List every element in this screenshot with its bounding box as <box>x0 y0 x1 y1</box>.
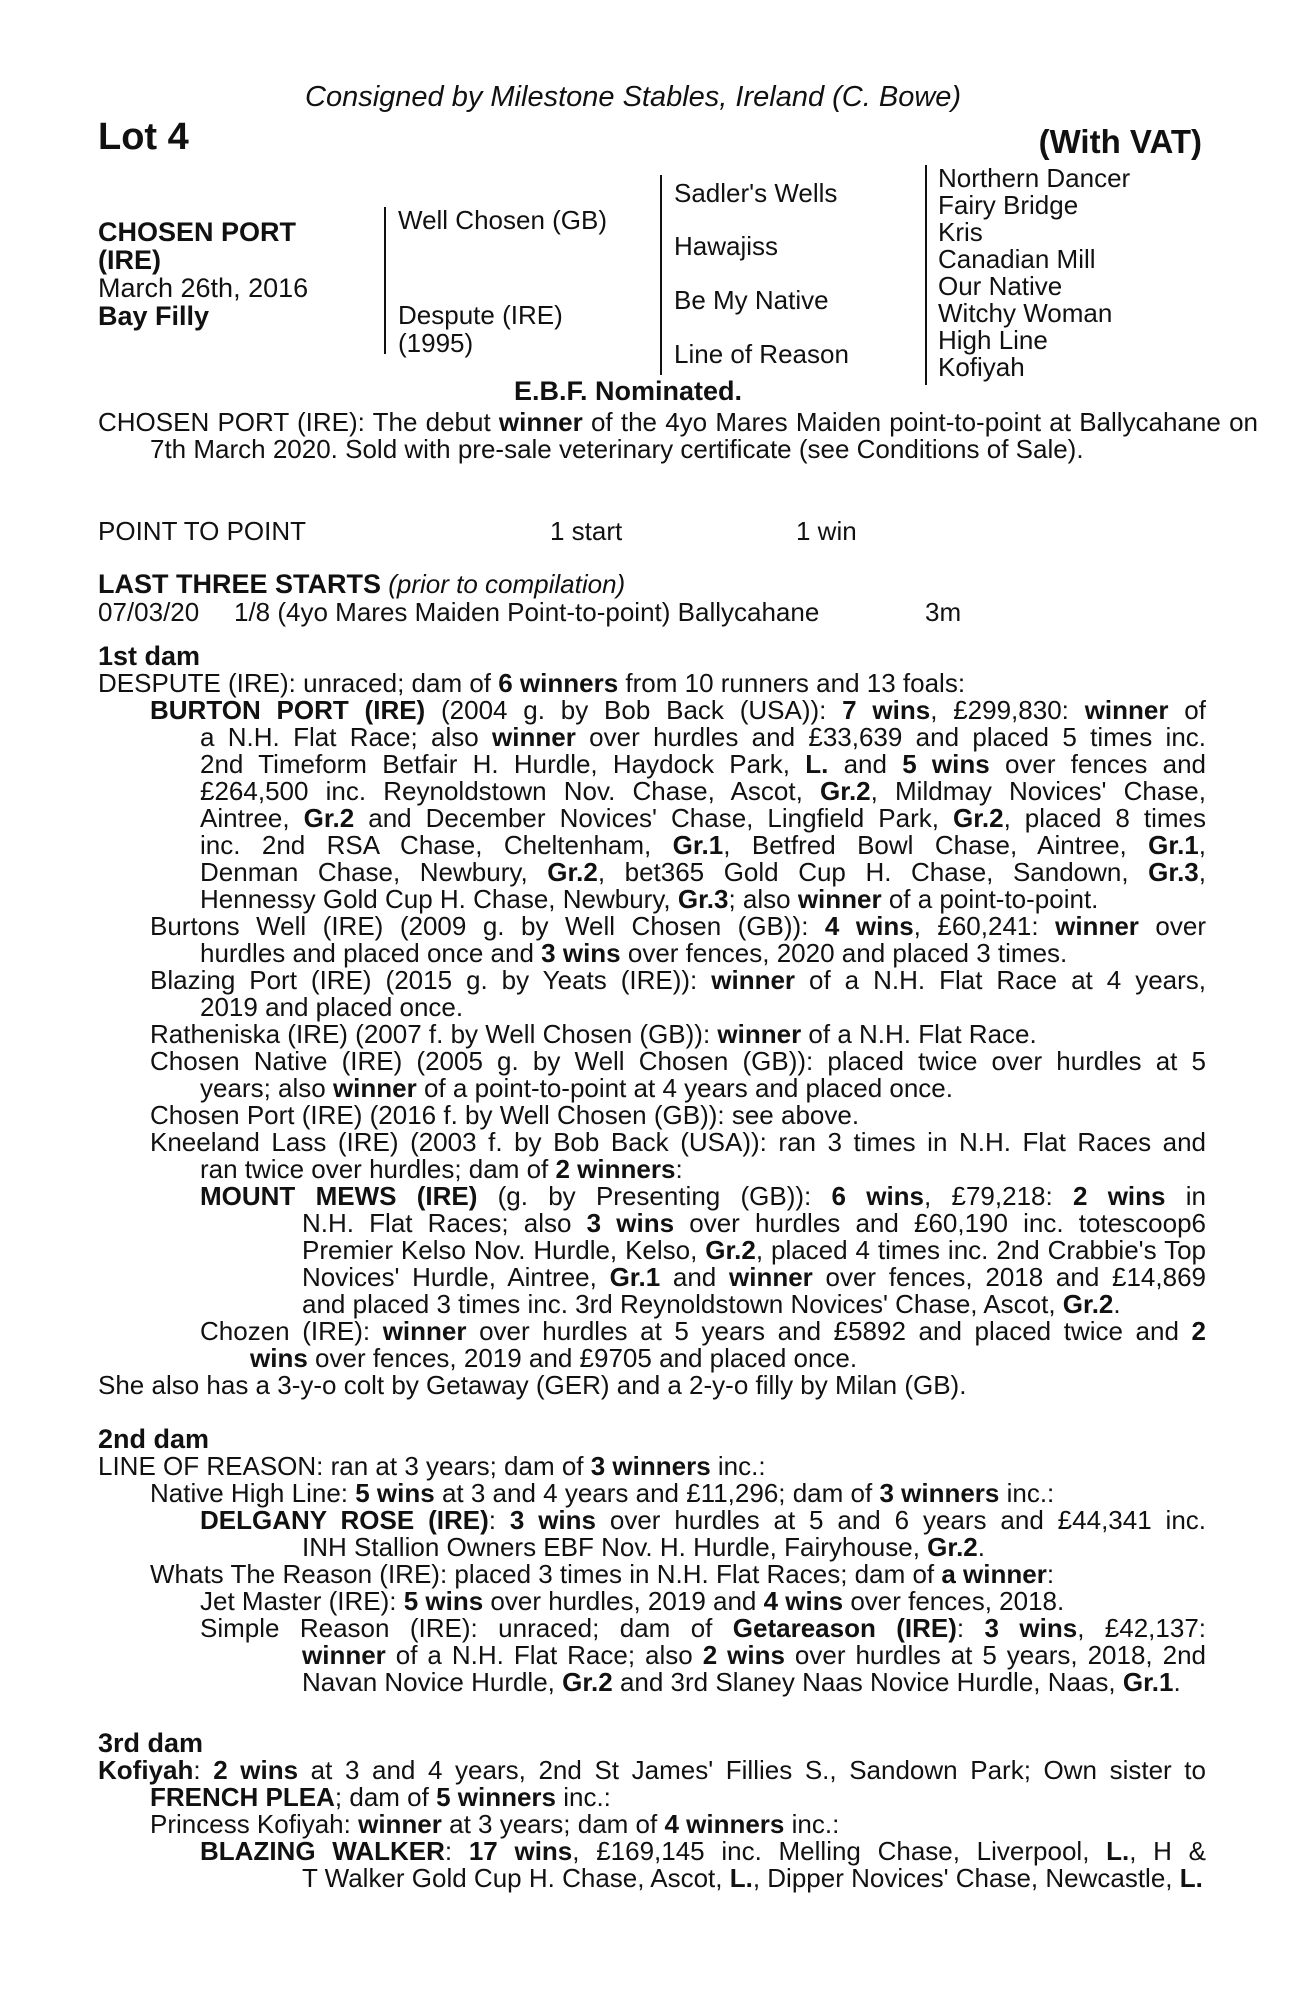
b: 3 wins <box>541 938 621 968</box>
b: 2 wins <box>702 1640 785 1670</box>
t: Ratheniska (IRE) (2007 f. by Well Chosen (GB)): <box>150 1019 718 1049</box>
progeny-kneeland-lass: Kneeland Lass (IRE) (2003 f. by Bob Back (USA)): ran 3 times in N.H. Flat Races and <box>150 1127 1206 1157</box>
vat-label: (With VAT) <box>1038 123 1202 160</box>
t: and <box>660 1262 729 1292</box>
t: ; dam of <box>334 1782 437 1812</box>
horse-country: (IRE) <box>98 245 161 275</box>
t: of <box>1168 695 1206 725</box>
t: ran twice over hurdles; dam of <box>200 1154 556 1184</box>
lot-number: Lot 4 <box>98 116 189 158</box>
progeny-line <box>98 1534 1206 1561</box>
b: 2 winners <box>555 1154 676 1184</box>
pedigree-gen3: Canadian Mill <box>938 244 1096 274</box>
t: : <box>956 1613 985 1643</box>
t: Jet Master (IRE): <box>200 1586 404 1616</box>
b: winner <box>332 1073 417 1103</box>
pedigree-gen3: Witchy Woman <box>938 298 1113 328</box>
b: Getareason (IRE) <box>732 1613 957 1643</box>
intro-paragraph <box>98 409 1258 463</box>
t: inc.: <box>784 1809 840 1839</box>
t: over fences, 2019 and £9705 and placed once. <box>307 1343 858 1373</box>
t: Novices' Hurdle, Aintree, <box>302 1262 610 1292</box>
horse-sex: Bay Filly <box>98 301 210 331</box>
b: 5 wins <box>403 1586 484 1616</box>
t: , £42,137: <box>1077 1613 1207 1643</box>
t: over hurdles at 5 and 6 years and £44,341 inc. <box>596 1505 1207 1535</box>
pedigree-divider <box>660 175 662 375</box>
t: Princess Kofiyah: <box>150 1809 359 1839</box>
bold: 6 winners <box>498 668 619 698</box>
progeny-blazing-port <box>98 967 1206 994</box>
third-dam-section <box>98 1730 1206 1892</box>
horse-dob: March 26th, 2016 <box>98 273 309 303</box>
b: Gr.3 <box>677 884 729 914</box>
first-dam-footnote: She also has a 3-y-o colt by Getaway (GER) and a 2-y-o filly by Milan (GB). <box>98 1370 967 1400</box>
b: Gr.2 <box>562 1667 613 1697</box>
t: of a point-to-point at 4 years and placed once. <box>416 1073 953 1103</box>
t: inc.: <box>556 1782 611 1812</box>
t: Denman Chase, Newbury, <box>200 857 548 887</box>
t: INH Stallion Owners EBF Nov. H. Hurdle, Fairyhouse, <box>302 1532 928 1562</box>
t: . <box>1173 1667 1181 1697</box>
b: winner <box>711 965 796 995</box>
b: MOUNT MEWS (IRE) <box>200 1181 478 1211</box>
t: over fences, 2018 and £14,869 <box>812 1262 1207 1292</box>
b: L. <box>1179 1863 1203 1893</box>
t: , £169,145 inc. Melling Chase, Liverpool, <box>572 1836 1107 1866</box>
b: FRENCH PLEA <box>150 1782 335 1812</box>
b: Gr.3 <box>1148 857 1199 887</box>
b: winner <box>1055 911 1139 941</box>
t: , bet365 Gold Cup H. Chase, Sandown, <box>597 857 1149 887</box>
consignor-line: Consigned by Milestone Stables, Ireland (C. Bowe) <box>305 81 962 113</box>
t: inc.: <box>710 1451 766 1481</box>
progeny-line <box>98 886 1206 913</box>
progeny-delgany-rose <box>98 1507 1206 1534</box>
t: of a N.H. Flat Race. <box>801 1019 1037 1049</box>
p2p-starts: 1 start <box>550 516 623 546</box>
pedigree-dam-year: (1995) <box>398 328 474 358</box>
b: 2 wins <box>1072 1181 1166 1211</box>
t: over fences and <box>989 749 1207 779</box>
t: and placed 3 times inc. 3rd Reynoldstown Novices' Chase, Ascot, <box>302 1289 1063 1319</box>
t: and <box>828 749 903 779</box>
progeny-chozen <box>98 1318 1206 1345</box>
first-dam-line <box>98 670 1206 697</box>
progeny-line <box>98 1669 1206 1696</box>
pedigree-divider <box>925 165 927 385</box>
horse-identity <box>98 218 308 330</box>
progeny-line <box>98 1345 1206 1372</box>
last-three-header <box>98 571 625 598</box>
t: inc. 2nd RSA Chase, Cheltenham, <box>200 830 673 860</box>
pedigree-gen3: Kris <box>938 217 983 247</box>
b: Gr.2 <box>303 803 355 833</box>
t: (g. by Presenting (GB)): <box>477 1181 832 1211</box>
t: and December Novices' Chase, Lingfield Park, <box>354 803 953 833</box>
b: 3 wins <box>586 1208 675 1238</box>
second-dam-title: 2nd dam <box>98 1424 210 1454</box>
progeny-line: Denman Chase, Newbury, Gr.2, bet365 Gold Cup H. Chase, Sandown, Gr.3, <box>200 857 1206 887</box>
progeny-line <box>98 1237 1206 1264</box>
b: 7 wins <box>842 695 931 725</box>
ebf-nominated: E.B.F. Nominated. <box>514 376 743 406</box>
pedigree-sire-sire: Sadler's Wells <box>674 178 838 208</box>
b: Gr.1 <box>672 830 724 860</box>
b: winner <box>302 1640 386 1670</box>
t: £264,500 inc. Reynoldstown Nov. Chase, Ascot, <box>200 776 821 806</box>
progeny-burtons-well <box>98 913 1206 940</box>
pedigree-gen3: Fairy Bridge <box>938 190 1079 220</box>
b: Gr.2 <box>952 803 1004 833</box>
pedigree-dam-sire: Be My Native <box>674 285 829 315</box>
b: 5 wins <box>902 749 990 779</box>
b: 3 winners <box>879 1478 1000 1508</box>
t: (2004 g. by Bob Back (USA)): <box>425 695 843 725</box>
t: of a N.H. Flat Race; also <box>385 1640 703 1670</box>
last-three-note: (prior to compilation) <box>388 569 626 599</box>
progeny-line <box>98 778 1206 805</box>
pedigree-dam-dam: Line of Reason <box>674 339 849 369</box>
progeny-line: 2019 and placed once. <box>200 992 464 1022</box>
third-dam-title: 3rd dam <box>98 1728 204 1758</box>
b: 3 wins <box>509 1505 596 1535</box>
b: winner <box>492 722 576 752</box>
text: DESPUTE (IRE): unraced; dam of <box>98 668 499 698</box>
t: Native High Line: <box>150 1478 356 1508</box>
last-three-distance: 3m <box>925 597 962 627</box>
progeny-line <box>98 1264 1206 1291</box>
progeny-line <box>98 724 1206 751</box>
b: Gr.2 <box>705 1235 756 1265</box>
pedigree-sire-dam: Hawajiss <box>674 231 779 261</box>
last-three-result: 1/8 (4yo Mares Maiden Point-to-point) Ballycahane <box>234 597 820 627</box>
b: 2 <box>1191 1316 1206 1346</box>
b: L. <box>729 1863 753 1893</box>
p2p-wins: 1 win <box>796 516 857 546</box>
t: . <box>1113 1289 1121 1319</box>
t: years; also <box>200 1073 333 1103</box>
b: 3 wins <box>984 1613 1078 1643</box>
b: 4 wins <box>824 911 914 941</box>
t: in <box>1165 1181 1206 1211</box>
pedigree-divider <box>384 207 386 354</box>
t: , Mildmay Novices' Chase, <box>870 776 1206 806</box>
last-three-title: LAST THREE STARTS <box>98 569 381 599</box>
t: Blazing Port (IRE) (2015 g. by Yeats (IRE)): <box>150 965 712 995</box>
second-dam-line <box>98 1453 1206 1480</box>
progeny-line <box>98 805 1206 832</box>
t: , £60,241: <box>913 911 1056 941</box>
progeny-line <box>98 1210 1206 1237</box>
pedigree-gen3: Kofiyah <box>938 352 1025 382</box>
t: over <box>1138 911 1206 941</box>
b: 5 wins <box>355 1478 435 1508</box>
b: 5 winners <box>436 1782 556 1812</box>
t: LINE OF REASON: ran at 3 years; dam of <box>98 1451 591 1481</box>
b: Gr.2 <box>547 857 598 887</box>
b: winner <box>717 1019 802 1049</box>
t: , £299,830: <box>930 695 1085 725</box>
progeny-line <box>98 1291 1206 1318</box>
pedigree-gen3: Northern Dancer <box>938 163 1131 193</box>
t: a N.H. Flat Race; also <box>200 722 493 752</box>
t: over hurdles at 5 years, 2018, 2nd <box>784 1640 1207 1670</box>
t: over hurdles, 2019 and <box>483 1586 764 1616</box>
progeny-line <box>98 1075 1206 1102</box>
progeny-princess-kofiyah <box>98 1811 1206 1838</box>
horse-name: CHOSEN PORT <box>98 217 297 247</box>
t: over hurdles and £33,639 and placed 5 times inc. <box>575 722 1207 752</box>
t: over fences, 2020 and placed 3 times. <box>620 938 1068 968</box>
b: BURTON PORT (IRE) <box>150 695 426 725</box>
t: over fences, 2018. <box>843 1586 1065 1616</box>
b: 17 wins <box>468 1836 573 1866</box>
b: Gr.2 <box>1062 1289 1114 1319</box>
third-dam-line <box>98 1784 1206 1811</box>
progeny-simple-reason <box>98 1615 1206 1642</box>
first-dam-section <box>98 643 1206 1399</box>
progeny-line <box>98 1642 1206 1669</box>
t: : <box>488 1505 510 1535</box>
t: of a N.H. Flat Race at 4 years, <box>795 965 1206 995</box>
t: hurdles and placed once and <box>200 938 542 968</box>
progeny-mount-mews <box>98 1183 1206 1210</box>
progeny-ratheniska <box>98 1021 1206 1048</box>
b: 4 winners <box>664 1809 785 1839</box>
t: ; also <box>728 884 798 914</box>
t: , Dipper Novices' Chase, Newcastle, <box>752 1863 1180 1893</box>
t: at 3 years; dam of <box>441 1809 665 1839</box>
progeny-native-high-line <box>98 1480 1206 1507</box>
t: , Betfred Bowl Chase, Aintree, <box>723 830 1149 860</box>
t: Whats The Reason (IRE): placed 3 times in N.H. Flat Races; dam of <box>150 1559 942 1589</box>
first-dam-title: 1st dam <box>98 641 201 671</box>
t: over hurdles and £60,190 inc. totescoop6 <box>674 1208 1206 1238</box>
b: Kofiyah <box>98 1755 194 1785</box>
progeny-line <box>98 1156 1206 1183</box>
b: Gr.1 <box>1148 830 1199 860</box>
b: 3 winners <box>590 1451 711 1481</box>
t: inc.: <box>999 1478 1055 1508</box>
b: 4 wins <box>763 1586 844 1616</box>
b: winner <box>797 884 882 914</box>
t: Burtons Well (IRE) (2009 g. by Well Chosen (GB)): <box>150 911 825 941</box>
pedigree-sire: Well Chosen (GB) <box>398 205 608 235</box>
progeny-blazing-walker <box>98 1838 1206 1865</box>
b: a winner <box>941 1559 1047 1589</box>
t: Aintree, <box>200 803 304 833</box>
b: winner <box>382 1316 467 1346</box>
t: Navan Novice Hurdle, <box>302 1667 563 1697</box>
b: 2 wins <box>213 1755 299 1785</box>
t: Simple Reason (IRE): unraced; dam of <box>200 1613 733 1643</box>
b: wins <box>250 1343 308 1373</box>
intro-text: CHOSEN PORT (IRE): The debut <box>98 407 499 437</box>
t: Chozen (IRE): <box>200 1316 383 1346</box>
b: DELGANY ROSE (IRE) <box>200 1505 489 1535</box>
t: N.H. Flat Races; also <box>302 1208 587 1238</box>
progeny-chosen-native: Chosen Native (IRE) (2005 g. by Well Chosen (GB)): placed twice over hurdles at 5 <box>150 1046 1206 1076</box>
b: Gr.1 <box>609 1262 661 1292</box>
b: L. <box>805 749 829 779</box>
t: . <box>977 1532 985 1562</box>
t: at 3 and 4 years, 2nd St James' Fillies S., Sandown Park; Own sister to <box>298 1755 1206 1785</box>
b: Gr.2 <box>927 1532 978 1562</box>
progeny-chosen-port: Chosen Port (IRE) (2016 f. by Well Chosen (GB)): see above. <box>150 1100 860 1130</box>
t: , placed 4 times inc. 2nd Crabbie's Top <box>755 1235 1206 1265</box>
b: 6 wins <box>831 1181 925 1211</box>
progeny-line <box>98 940 1206 967</box>
t: , H & <box>1129 1836 1206 1866</box>
t: of a point-to-point. <box>881 884 1099 914</box>
pedigree-gen3: Our Native <box>938 271 1063 301</box>
b: winner <box>1084 695 1169 725</box>
t: over hurdles at 5 years and £5892 and placed twice and <box>466 1316 1192 1346</box>
t: : <box>193 1755 214 1785</box>
t: : <box>675 1154 683 1184</box>
t: , £79,218: <box>924 1181 1073 1211</box>
second-dam-section <box>98 1426 1206 1696</box>
b: BLAZING WALKER <box>200 1836 445 1866</box>
progeny-burton-port <box>98 697 1206 724</box>
t: , placed 8 times <box>1003 803 1207 833</box>
progeny-line <box>98 1865 1206 1892</box>
b: Gr.2 <box>820 776 871 806</box>
text: from 10 runners and 13 foals: <box>618 668 966 698</box>
pedigree-dam: Despute (IRE) <box>398 300 563 330</box>
pedigree-gen3: High Line <box>938 325 1048 355</box>
b: L. <box>1106 1836 1130 1866</box>
progeny-jet-master <box>98 1588 1206 1615</box>
progeny-line: inc. 2nd RSA Chase, Cheltenham, Gr.1, Betfred Bowl Chase, Aintree, Gr.1, <box>200 830 1206 860</box>
t: : <box>1046 1559 1055 1589</box>
p2p-label: POINT TO POINT <box>98 516 307 546</box>
t: and 3rd Slaney Naas Novice Hurdle, Naas, <box>612 1667 1123 1697</box>
b: winner <box>729 1262 813 1292</box>
progeny-whats-the-reason <box>98 1561 1206 1588</box>
last-three-date: 07/03/20 <box>98 597 200 627</box>
t: Premier Kelso Nov. Hurdle, Kelso, <box>302 1235 706 1265</box>
t: Hennessy Gold Cup H. Chase, Newbury, <box>200 884 678 914</box>
b: winner <box>358 1809 442 1839</box>
third-dam-line <box>98 1757 1206 1784</box>
t: at 3 and 4 years and £11,296; dam of <box>434 1478 880 1508</box>
intro-text: of the 4yo Mares Maiden point-to-point at Ballycahane on 7th March 2020. Sold with pre-sale veterinary certificate (see Conditions of Sale). <box>150 407 1258 464</box>
t: T Walker Gold Cup H. Chase, Ascot, <box>302 1863 730 1893</box>
progeny-line <box>98 751 1206 778</box>
t: 2nd Timeform Betfair H. Hurdle, Haydock Park, <box>200 749 806 779</box>
intro-bold: winner <box>498 407 583 437</box>
t: : <box>444 1836 469 1866</box>
b: Gr.1 <box>1122 1667 1174 1697</box>
